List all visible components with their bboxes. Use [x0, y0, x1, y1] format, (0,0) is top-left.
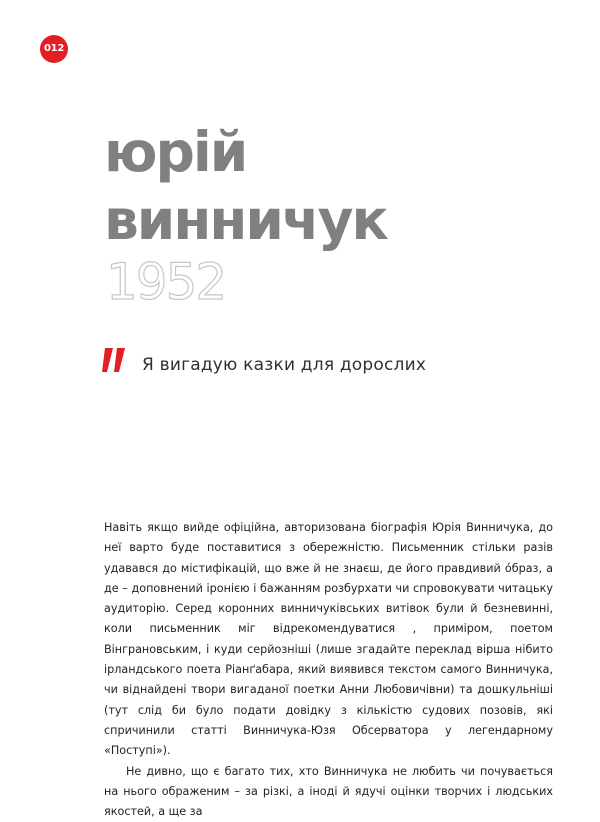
paragraph-2: Не дивно, що є багато тих, хто Винничука не любить чи почувається на нього ображеним – за різкі, а іноді й ядучі оцінки творчих і людських якостей, а ще за [104, 764, 553, 819]
birth-year: 1952 [106, 253, 226, 311]
author-name-title [104, 118, 387, 254]
title-first-name: юрій [104, 120, 247, 184]
page-number-badge: 012 [40, 35, 68, 63]
biography-text [104, 518, 553, 822]
quotation-mark-icon [100, 346, 130, 374]
paragraph-1: Навіть якщо вийде офіційна, авторизована біографія Юрія Винничука, до неї варто буде поставитися з обережністю. Письменник стільки разів удавався до містифікацій, що вже й не знаєш, де його правдивий óбраз, а де – доповнений іронією і бажанням розбурхати чи спровокувати читацьку аудиторію. Серед коронних винничуківських витівок були й безневинні, коли письменник міг відрекомендуватися , приміром, поетом Вінграновським, і куди серйозніші (лише згадайте переклад вірша нібито ірландського поета Ріанґабара, який виявився текстом самого Винничука, чи віднайдені твори вигаданої поетки Анни Любовичівни) та дошкульніші (тут слід би було подати довідку з кількістю судових позовів, які спричинили статті Винничука-Юзя Обсерватора у легендарному «Поступі»). [104, 521, 553, 758]
epigraph-quote: Я вигадую казки для дорослих [142, 355, 427, 375]
title-last-name: винничук [104, 188, 387, 252]
